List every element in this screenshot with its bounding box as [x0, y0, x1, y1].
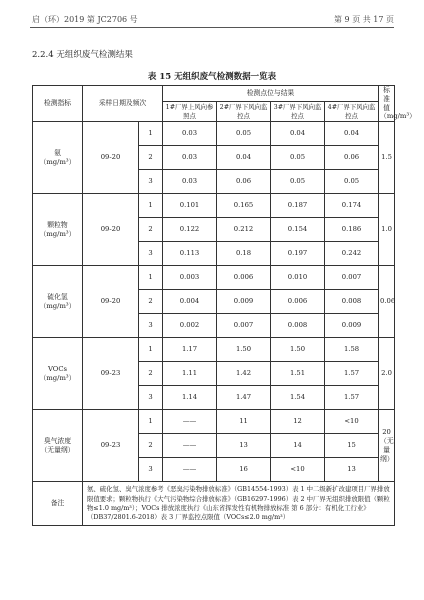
result-value: 0.006	[271, 290, 325, 314]
header-rule	[30, 27, 394, 28]
standard-value: 20（无量纲）	[379, 410, 395, 482]
result-value: 0.03	[163, 170, 217, 194]
result-value: 0.101	[163, 194, 217, 218]
result-value: 1.47	[217, 386, 271, 410]
table-row	[33, 338, 395, 362]
frequency-number: 2	[139, 362, 163, 386]
indicator-unit: （无量纲）	[40, 445, 75, 454]
result-value: 0.06	[325, 146, 379, 170]
frequency-number: 2	[139, 218, 163, 242]
result-value: 0.174	[325, 194, 379, 218]
sampling-date: 09-20	[83, 122, 139, 194]
result-value: 0.007	[325, 266, 379, 290]
frequency-number: 1	[139, 410, 163, 434]
result-value: 0.008	[271, 314, 325, 338]
frequency-number: 2	[139, 290, 163, 314]
result-value: 1.50	[271, 338, 325, 362]
table-row	[33, 410, 395, 434]
result-value: 1.14	[163, 386, 217, 410]
remarks-label: 备注	[33, 482, 83, 526]
indicator-cell	[33, 338, 83, 410]
sampling-date: 09-20	[83, 266, 139, 338]
result-value: 1.42	[217, 362, 271, 386]
result-value: 1.57	[325, 386, 379, 410]
result-value: 0.04	[271, 122, 325, 146]
result-value: 0.03	[163, 146, 217, 170]
result-value: 0.008	[325, 290, 379, 314]
frequency-number: 1	[139, 338, 163, 362]
indicator-name: 硫化氢	[47, 292, 68, 301]
result-value: 0.187	[271, 194, 325, 218]
result-value: 0.154	[271, 218, 325, 242]
indicator-cell	[33, 266, 83, 338]
page-number: 第 9 页 共 17 页	[334, 15, 394, 24]
result-value: 0.122	[163, 218, 217, 242]
result-value: 1.51	[271, 362, 325, 386]
result-value: 15	[325, 434, 379, 458]
result-value: 0.05	[271, 146, 325, 170]
sampling-date: 09-20	[83, 194, 139, 266]
table-row	[33, 266, 395, 290]
result-value: 0.242	[325, 242, 379, 266]
emission-table	[32, 85, 416, 526]
frequency-number: 1	[139, 122, 163, 146]
result-value: 0.010	[271, 266, 325, 290]
section-title: 2.2.4 无组织废气检测结果	[32, 50, 133, 60]
result-value: 0.04	[325, 122, 379, 146]
remarks-text: 氨、硫化氢、臭气浓度参考《恶臭污染物排放标准》（GB14554-1993）表 1 中二级新扩改建项目厂界排放限值要求；颗粒物执行《大气污染物综合排放标准》（GB16297-1996）表 2 中厂界无组织排放限值（颗粒物≤1.0 mg/m³）；VOCs 排放浓度执行《山东省挥发性有机物排放标准 第 6 部分：有机化工行业》（DB37/2801.6-2018）表 3 厂界监控点限值（VOCs≤2.0 mg/m³）	[83, 482, 395, 526]
col-standard	[379, 86, 416, 122]
result-value: 1.57	[325, 362, 379, 386]
indicator-unit: （mg/m³）	[39, 229, 76, 238]
result-value: <10	[325, 410, 379, 434]
result-value: 1.54	[271, 386, 325, 410]
result-value: 0.007	[217, 314, 271, 338]
indicator-cell	[33, 194, 83, 266]
result-value: 0.04	[217, 146, 271, 170]
result-value: <10	[271, 458, 325, 482]
result-value: 0.003	[163, 266, 217, 290]
result-value: 1.17	[163, 338, 217, 362]
frequency-number: 3	[139, 386, 163, 410]
standard-value: 2.0	[379, 338, 395, 410]
indicator-name: 氨	[54, 148, 61, 157]
frequency-number: 2	[139, 434, 163, 458]
result-value: 1.58	[325, 338, 379, 362]
col-standard-unit: （mg/m³）	[380, 112, 416, 121]
result-value: 0.186	[325, 218, 379, 242]
indicator-name: 颗粒物	[47, 220, 68, 229]
col-indicator: 检测指标	[33, 86, 83, 122]
result-value: 0.113	[163, 242, 217, 266]
result-value: 0.03	[163, 122, 217, 146]
result-value: 13	[217, 434, 271, 458]
result-value: ——	[163, 410, 217, 434]
result-value: 12	[271, 410, 325, 434]
indicator-name: VOCs	[47, 364, 68, 373]
result-value: 0.05	[325, 170, 379, 194]
col-points-group: 检测点位与结果	[163, 86, 379, 102]
report-number: 启（环）2019 第 JC2706 号	[32, 15, 138, 24]
frequency-number: 3	[139, 170, 163, 194]
result-value: 1.11	[163, 362, 217, 386]
indicator-unit: （mg/m³）	[39, 157, 76, 166]
frequency-number: 3	[139, 242, 163, 266]
frequency-number: 3	[139, 314, 163, 338]
result-value: 0.009	[325, 314, 379, 338]
result-value: ——	[163, 434, 217, 458]
result-value: 0.05	[217, 122, 271, 146]
result-value: 11	[217, 410, 271, 434]
result-value: 16	[217, 458, 271, 482]
result-value: 0.006	[217, 266, 271, 290]
indicator-unit: （mg/m³）	[39, 373, 76, 382]
result-value: 0.165	[217, 194, 271, 218]
table-title: 表 15 无组织废气检测数据一览表	[147, 72, 277, 82]
col-standard-label: 标准值	[383, 86, 390, 112]
result-value: 0.18	[217, 242, 271, 266]
result-value: 0.05	[271, 170, 325, 194]
result-value: 0.002	[163, 314, 217, 338]
table-row	[33, 194, 395, 218]
col-point-2: 2#厂界下风向监控点	[217, 102, 271, 122]
result-value: 0.004	[163, 290, 217, 314]
indicator-cell	[33, 122, 83, 194]
frequency-number: 2	[139, 146, 163, 170]
result-value: 0.197	[271, 242, 325, 266]
col-date-freq: 采样日期及频次	[83, 86, 163, 122]
remarks-row	[33, 482, 395, 526]
result-value: 14	[271, 434, 325, 458]
result-value: 0.06	[217, 170, 271, 194]
header-row-1	[33, 86, 395, 102]
standard-value: 1.5	[379, 122, 395, 194]
sampling-date: 09-23	[83, 338, 139, 410]
standard-value: 0.06	[379, 266, 395, 338]
table-body	[33, 86, 416, 526]
col-point-1: 1#厂界上风向参照点	[163, 102, 217, 122]
result-value: 0.212	[217, 218, 271, 242]
col-point-4: 4#厂界下风向监控点	[325, 102, 379, 122]
frequency-number: 1	[139, 266, 163, 290]
frequency-number: 1	[139, 194, 163, 218]
result-value: 0.009	[217, 290, 271, 314]
table-row	[33, 122, 395, 146]
result-value: 1.50	[217, 338, 271, 362]
frequency-number: 3	[139, 458, 163, 482]
result-value: ——	[163, 458, 217, 482]
indicator-unit: （mg/m³）	[39, 301, 76, 310]
sampling-date: 09-23	[83, 410, 139, 482]
indicator-cell	[33, 410, 83, 482]
col-point-3: 3#厂界下风向监控点	[271, 102, 325, 122]
result-value: 13	[325, 458, 379, 482]
standard-value: 1.0	[379, 194, 395, 266]
indicator-name: 臭气浓度	[43, 436, 72, 445]
